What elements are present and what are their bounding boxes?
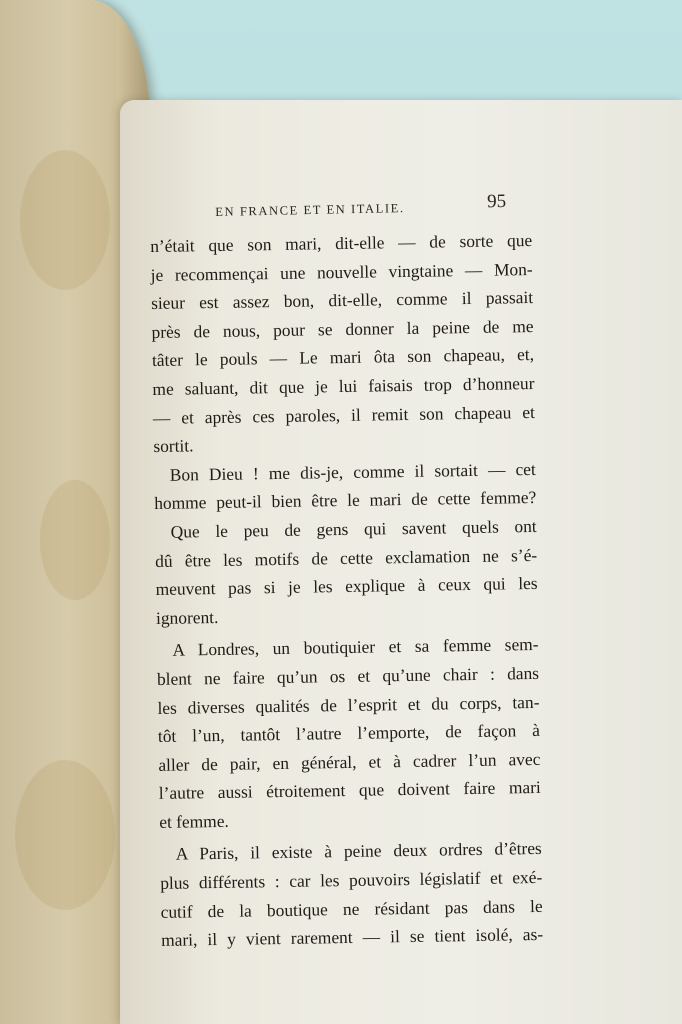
text-line: Que le peu de gens qui savent quels ont xyxy=(170,515,537,542)
text-line: près de nous, pour se donner la peine de me xyxy=(151,315,534,342)
text-line: ignorent. xyxy=(155,606,219,628)
text-line: l’autre aussi étroitement que doivent faire mari xyxy=(158,777,541,804)
text-line: me saluant, dit que je lui faisais trop d’honneur xyxy=(152,372,535,399)
text-line: mari, il y vient rarement — il se tient isolé, as- xyxy=(160,924,544,951)
text-line: je recommençai une nouvelle vingtaine — Mon- xyxy=(150,258,533,285)
paper-stain xyxy=(20,150,110,290)
text-line: tâter le pouls — Le mari ôta son chapeau, et, xyxy=(151,344,535,371)
text-line: sortit. xyxy=(153,435,194,457)
paper-stain xyxy=(40,480,110,600)
text-line: blent ne faire qu’un os et qu’une chair : dans xyxy=(156,662,540,689)
text-line: dû être les motifs de cette exclamation ne s’é- xyxy=(155,544,538,571)
paper-stain xyxy=(15,760,115,910)
text-line: A Paris, il existe à peine deux ordres d’êtres xyxy=(175,838,542,865)
text-line: meuvent pas si je les explique à ceux qui les xyxy=(155,573,538,600)
page-number: 95 xyxy=(486,190,507,213)
paragraph xyxy=(157,659,542,837)
text-line: Bon Dieu ! me dis-je, comme il sortait — cet xyxy=(169,458,536,485)
text-line: homme peut-il bien être le mari de cette femme? xyxy=(154,487,537,514)
text-line: et femme. xyxy=(159,810,229,832)
text-line: tôt l’un, tantôt l’autre l’emporte, de façon à xyxy=(157,720,541,747)
body-text xyxy=(150,226,543,955)
text-line: aller de pair, en général, et à cadrer l’un avec xyxy=(158,748,541,775)
paragraph xyxy=(155,540,538,632)
paragraph xyxy=(150,226,536,461)
text-line: — et après ces paroles, il remit son chapeau et xyxy=(152,401,536,428)
paragraph xyxy=(160,863,543,955)
text-line: cutif de la boutique ne résidant pas dans le xyxy=(160,895,543,922)
running-head: EN FRANCE ET EN ITALIE. xyxy=(215,201,405,219)
text-line: les diverses qualités de l’esprit et du corps, tan- xyxy=(157,691,540,718)
text-line: sieur est assez bon, dit-elle, comme il passait xyxy=(150,287,534,314)
text-line: plus différents : car les pouvoirs législatif et exé- xyxy=(160,866,543,893)
text-line: A Londres, un boutiquier et sa femme sem- xyxy=(172,634,539,661)
text-line: n’était que son mari, dit-elle — de sorte que xyxy=(150,229,533,256)
